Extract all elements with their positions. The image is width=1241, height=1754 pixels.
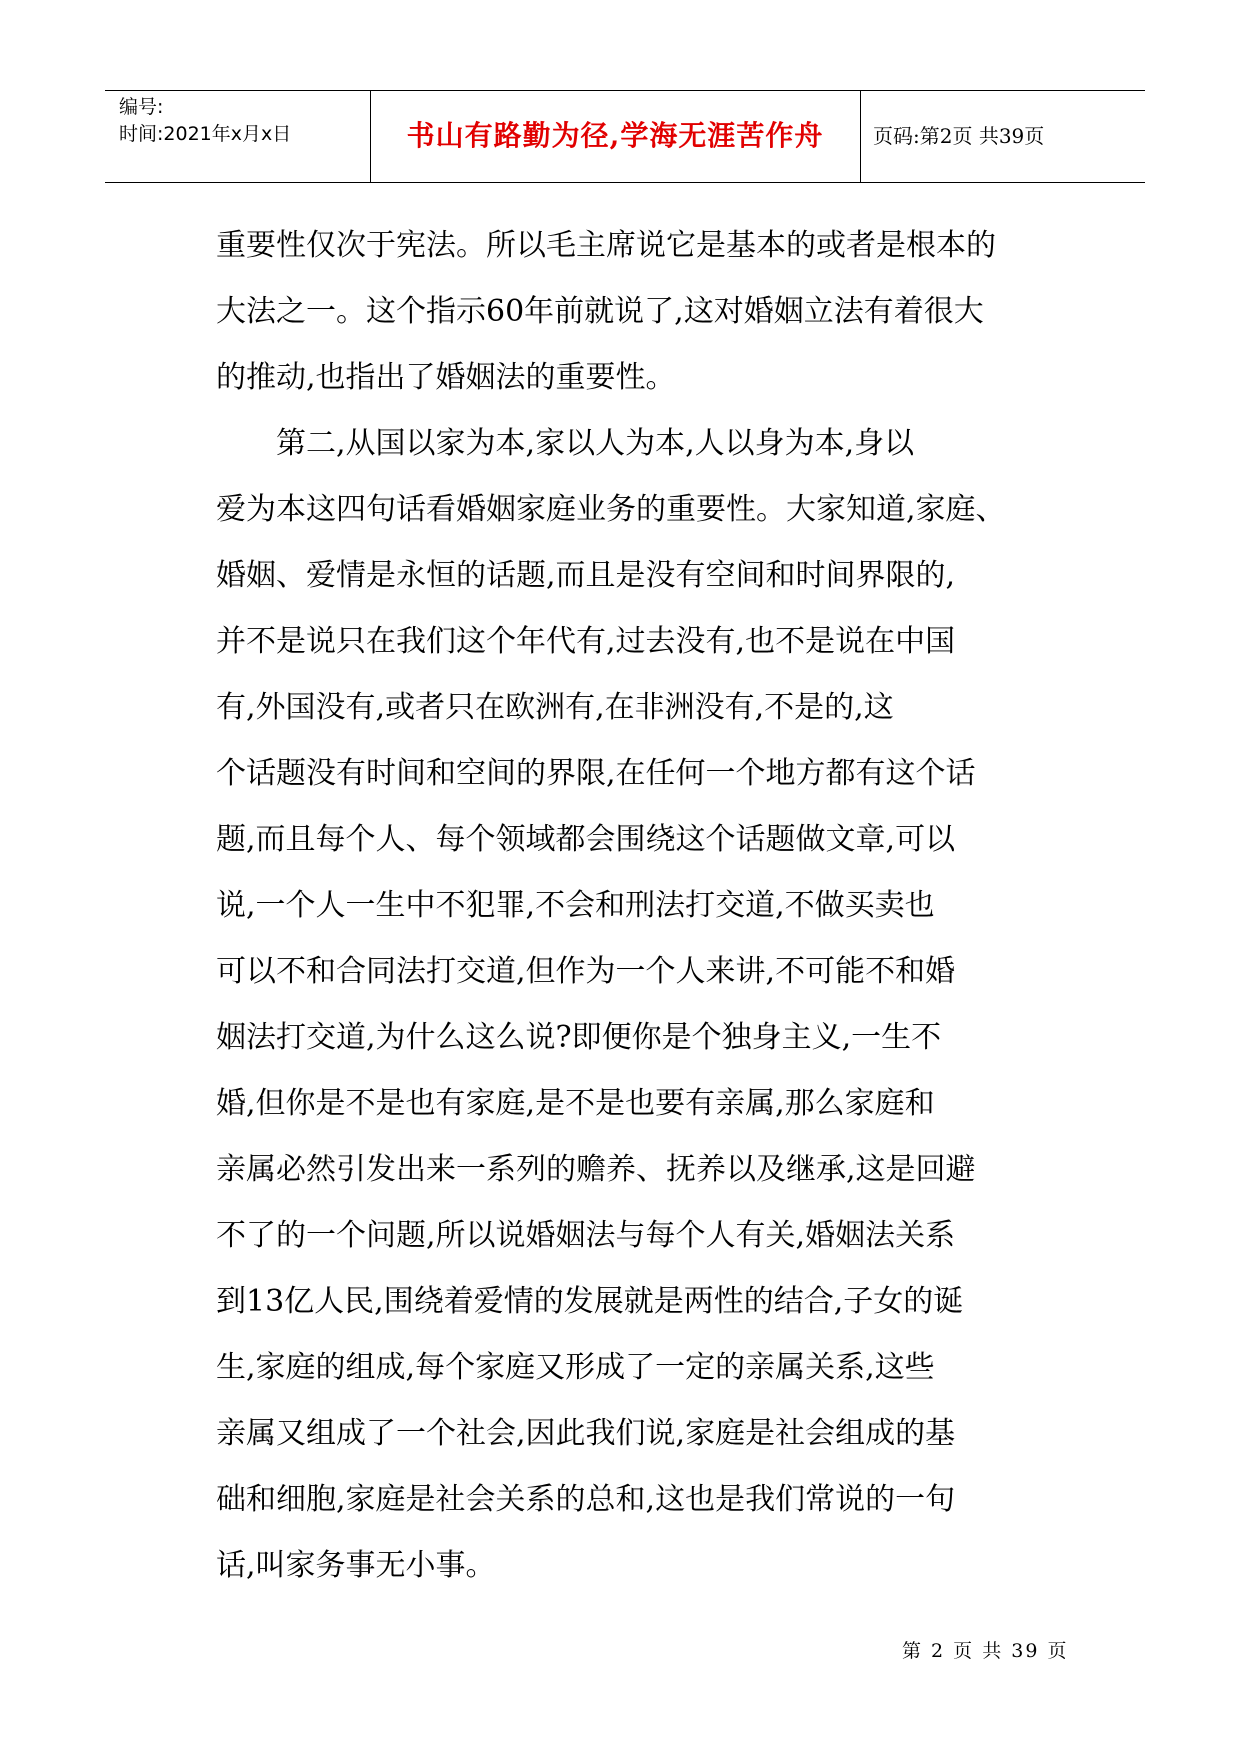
body-line: 可以不和合同法打交道,但作为一个人来讲,不可能不和婚 <box>216 954 956 989</box>
body-line: 亲属又组成了一个社会,因此我们说,家庭是社会组成的基 <box>216 1416 956 1451</box>
body-line: 说,一个人一生中不犯罪,不会和刑法打交道,不做买卖也 <box>216 888 935 923</box>
header-page-number: 页码:第2页 共39页 <box>873 124 1045 148</box>
body-line: 婚,但你是不是也有家庭,是不是也要有亲属,那么家庭和 <box>216 1086 935 1121</box>
body-line: 大法之一。这个指示60年前就说了,这对婚姻立法有着很大 <box>216 294 984 329</box>
body-line: 生,家庭的组成,每个家庭又形成了一定的亲属关系,这些 <box>216 1350 935 1385</box>
serial-number-label: 编号: <box>119 96 164 118</box>
body-line: 第二,从国以家为本,家以人为本,人以身为本,身以 <box>216 426 915 461</box>
body-line: 的推动,也指出了婚姻法的重要性。 <box>216 360 676 395</box>
page-footer: 第 2 页 共 39 页 <box>902 1640 1069 1662</box>
body-line: 础和细胞,家庭是社会关系的总和,这也是我们常说的一句 <box>216 1482 956 1517</box>
body-line: 姻法打交道,为什么这么说?即便你是个独身主义,一生不 <box>216 1020 942 1055</box>
body-line: 到13亿人民,围绕着爱情的发展就是两性的结合,子女的诞 <box>216 1284 964 1319</box>
page-header <box>105 90 1145 183</box>
body-line: 爱为本这四句话看婚姻家庭业务的重要性。大家知道,家庭、 <box>216 492 1006 527</box>
body-line: 亲属必然引发出来一系列的赡养、抚养以及继承,这是回避 <box>216 1152 976 1187</box>
body-line: 话,叫家务事无小事。 <box>216 1548 496 1583</box>
body-line: 不了的一个问题,所以说婚姻法与每个人有关,婚姻法关系 <box>216 1218 956 1253</box>
body-line: 并不是说只在我们这个年代有,过去没有,也不是说在中国 <box>216 624 956 659</box>
body-line: 婚姻、爱情是永恒的话题,而且是没有空间和时间界限的, <box>216 558 956 593</box>
body-text <box>216 226 1056 1612</box>
body-line: 重要性仅次于宪法。所以毛主席说它是基本的或者是根本的 <box>216 228 996 263</box>
header-motto: 书山有路勤为径,学海无涯苦作舟 <box>406 119 824 152</box>
header-divider-right <box>860 91 861 182</box>
time-label: 时间:2021年x月x日 <box>119 123 292 145</box>
body-line: 题,而且每个人、每个领域都会围绕这个话题做文章,可以 <box>216 822 956 857</box>
body-line: 个话题没有时间和空间的界限,在任何一个地方都有这个话 <box>216 756 976 791</box>
header-meta <box>119 94 291 148</box>
body-line: 有,外国没有,或者只在欧洲有,在非洲没有,不是的,这 <box>216 690 894 725</box>
